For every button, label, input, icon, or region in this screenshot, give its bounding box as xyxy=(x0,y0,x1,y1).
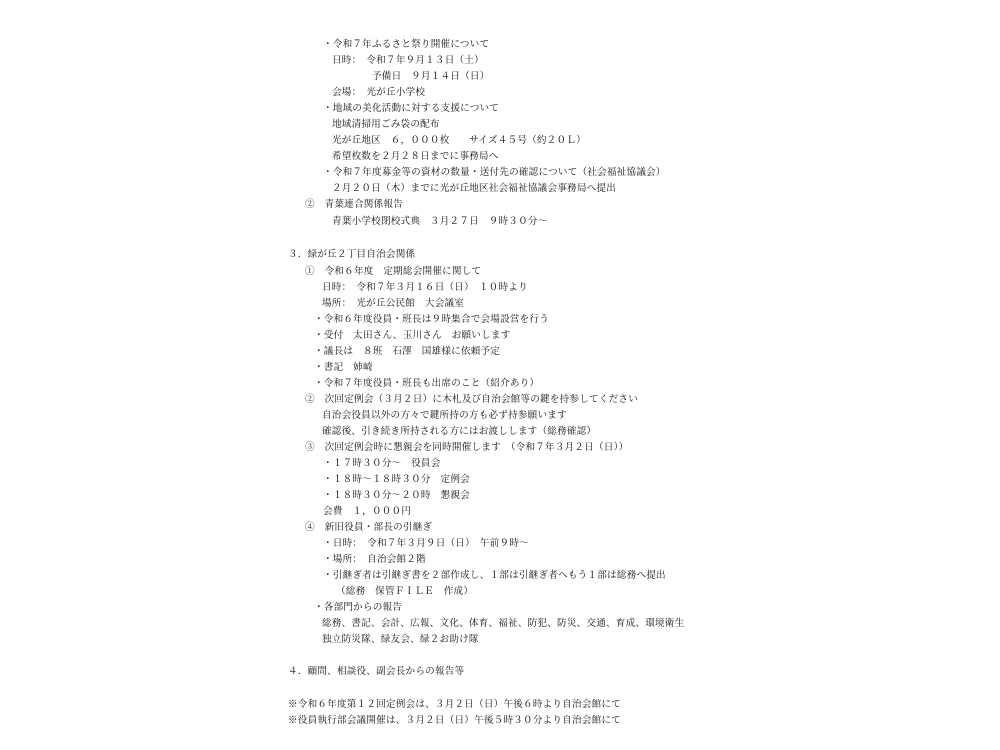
text-line: ・１８時～１８時３０分 定例会 xyxy=(323,474,470,485)
text-line: 光が丘地区 ６，０００枚 サイズ４５号（約２０Ｌ） xyxy=(332,135,586,146)
text-line: 希望枚数を２月２８日までに事務局へ xyxy=(332,151,499,162)
text-line: 地域清掃用ごみ袋の配布 xyxy=(332,119,440,130)
text-line: ・引継ぎ者は引継ぎ書を２部作成し、１部は引継ぎ者へもう１部は総務へ提出 xyxy=(323,570,666,581)
text-line: ・１７時３０分～ 役員会 xyxy=(323,458,441,469)
text-line: ② 次回定例会（３月２日）に木札及び自治会館等の鍵を持参してください xyxy=(305,394,638,405)
text-line: ① 令和６年度 定期総会開催に関して xyxy=(305,266,482,277)
note-line: ※役員執行部会議開催は、３月２日（日）午後５時３０分より自治会館にて xyxy=(288,715,621,726)
text-line: 独立防災隊、緑友会、緑２お助け隊 xyxy=(322,634,479,645)
text-line: 日時： 令和７年３月１６日（日） １０時より xyxy=(322,282,528,293)
text-line: 青葉小学校閉校式典 ３月２７日 ９時３０分～ xyxy=(332,216,548,227)
text-line: ・地域の美化活動に対する支援について xyxy=(323,103,500,114)
text-line: ・各部門からの報告 xyxy=(314,602,403,613)
text-line: ④ 新旧役員・部長の引継ぎ xyxy=(305,522,433,533)
text-line: 会費 １，０００円 xyxy=(323,506,412,517)
text-line: ・日時： 令和７年３月９日（日） 午前９時～ xyxy=(323,538,529,549)
text-line: ・受付 太田さん、玉川さん お願いします xyxy=(314,330,511,341)
text-line: 総務、書記、会計、広報、文化、体育、福祉、防犯、防災、交通、育成、環境衛生 xyxy=(322,618,685,629)
text-line: ② 青葉連合関係報告 xyxy=(305,199,403,210)
text-line: ・令和６年度役員・班長は９時集合で会場設営を行う xyxy=(314,314,550,325)
text-line: ・令和７年ふるさと祭り開催について xyxy=(323,39,490,50)
text-line: ・議長は ８班 石澤 国雄様に依頼予定 xyxy=(314,346,501,357)
text-line: 確認後、引き続き所持される方にはお渡しします（総務確認） xyxy=(322,426,597,437)
text-line: ③ 次回定例会時に懇親会を同時開催します （令和７年３月２日（日）） xyxy=(305,442,629,453)
text-line: ・令和７年度役員・班長も出席のこと（紹介あり） xyxy=(314,378,540,389)
text-line: 日時： 令和７年９月１３日（土） xyxy=(332,55,484,66)
text-line: ２月２０日（木）までに光が丘地区社会福祉協議会事務局へ提出 xyxy=(332,183,617,194)
text-line: ・１８時３０分～２０時 懇親会 xyxy=(323,490,470,501)
note-line: ※令和６年度第１２回定例会は、３月２日（日）午後６時より自治会館にて xyxy=(288,699,621,710)
text-line: （総務 保管ＦＩＬＥ 作成） xyxy=(336,586,474,597)
text-line: ・令和７年度募金等の資材の数量・送付先の確認について（社会福祉協議会） xyxy=(323,167,666,178)
text-line: ・場所： 自治会館２階 xyxy=(323,554,426,565)
text-line: 会場： 光が丘小学校 xyxy=(332,87,426,98)
text-line: ・書記 姉崎 xyxy=(314,362,373,373)
text-line: 自治会役員以外の方々で鍵所持の方も必ず持参願います xyxy=(322,410,567,421)
section-heading: ３．緑が丘２丁目自治会関係 xyxy=(288,249,416,260)
section-heading: ４．顧問、相談役、副会長からの報告等 xyxy=(288,666,465,677)
text-line: 予備日 ９月１４日（日） xyxy=(372,71,490,82)
text-line: 場所： 光が丘公民館 大会議室 xyxy=(322,298,465,309)
